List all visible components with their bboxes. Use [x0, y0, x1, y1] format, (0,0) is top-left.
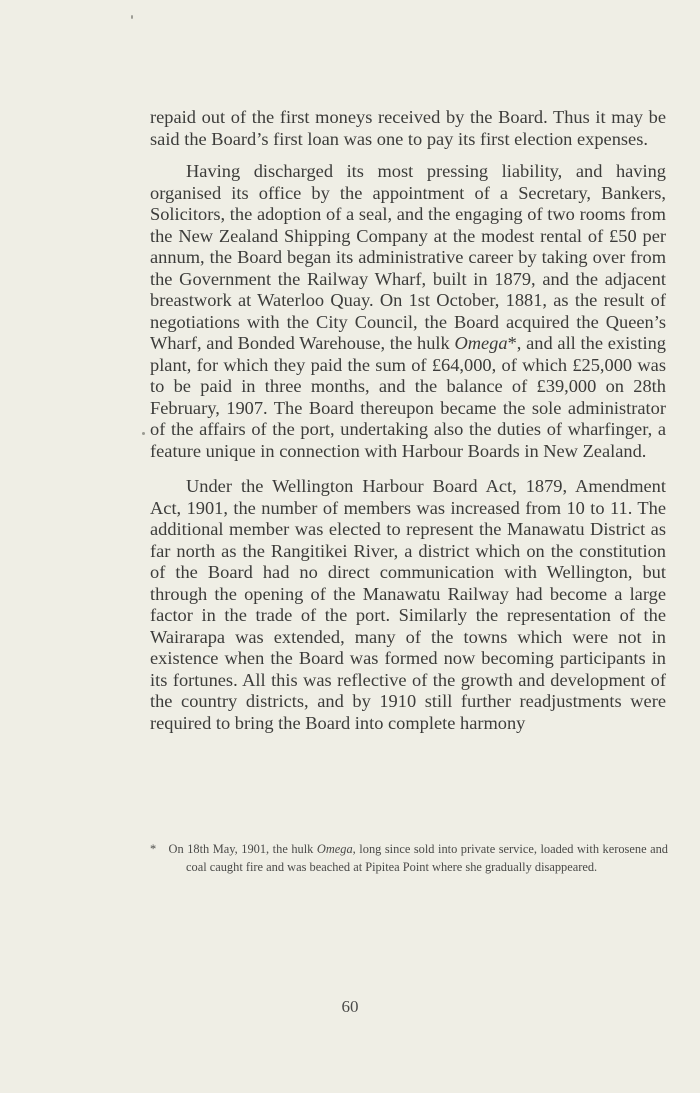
footnote-text-a: On 18th May, 1901, the hulk — [168, 842, 317, 856]
paragraph-2-text-b: *, and all the existing plant, for which they paid the sum of £64,000, of which £25,000 was to be paid in three months, and the balance of £39,000 on 28th February, 1907. The Board thereupon became the sole administrator of the affairs of the port, undertaking also the duties of wharfinger, a feature unique in connection with Harbour Boards in New Zealand. — [150, 333, 666, 461]
print-speck — [142, 432, 145, 435]
paragraph-3-text: Under the Wellington Harbour Board Act, 1879, Amendment Act, 1901, the number of members was increased from 10 to 11. The additional member was elected to represent the Manawatu District as far north as the Rangitikei River, a district which on the constitution of the Board had no direct communication with Wellington, but through the opening of the Manawatu Railway had become a large factor in the trade of the port. Similarly the representation of the Wairarapa was extended, many of the towns which were not in existence when the Board was formed now becoming participants in its fortunes. All this was reflective of the growth and development of the country districts, and by 1910 still further readjustments were required to bring the Board into complete harmony — [150, 476, 666, 733]
footnote-mark: * — [150, 842, 157, 856]
paragraph-1-text: repaid out of the first moneys received by the Board. Thus it may be said the Board’s first loan was one to pay its first election expenses. — [150, 107, 666, 149]
footnote — [150, 841, 668, 876]
footnote-text-b: long since sold into private service, loaded with kerosene and coal caught fire and was beached at Pipitea Point where she gradually disappeared. — [186, 842, 668, 874]
print-speck — [131, 15, 133, 19]
footnote-ship-name-italic: Omega, — [316, 842, 356, 856]
ship-name-italic: Omega — [454, 333, 508, 353]
paragraph-2 — [150, 161, 666, 462]
paragraph-1 — [150, 107, 666, 150]
paragraph-2-text-a: Having discharged its most pressing liability, and having organised its office by the appointment of a Secretary, Bankers, Solicitors, the adoption of a seal, and the engaging of two rooms from the New Zealand Shipping Company at the modest rental of £50 per annum, the Board began its administrative career by taking over from the Government the Railway Wharf, built in 1879, and the adjacent breastwork at Waterloo Quay. On 1st October, 1881, as the result of negotiations with the City Council, the Board acquired the Queen’s Wharf, and Bonded Warehouse, the hulk — [150, 161, 666, 353]
page-number: 60 — [341, 997, 359, 1016]
paragraph-3 — [150, 476, 666, 734]
body-text — [150, 107, 666, 734]
